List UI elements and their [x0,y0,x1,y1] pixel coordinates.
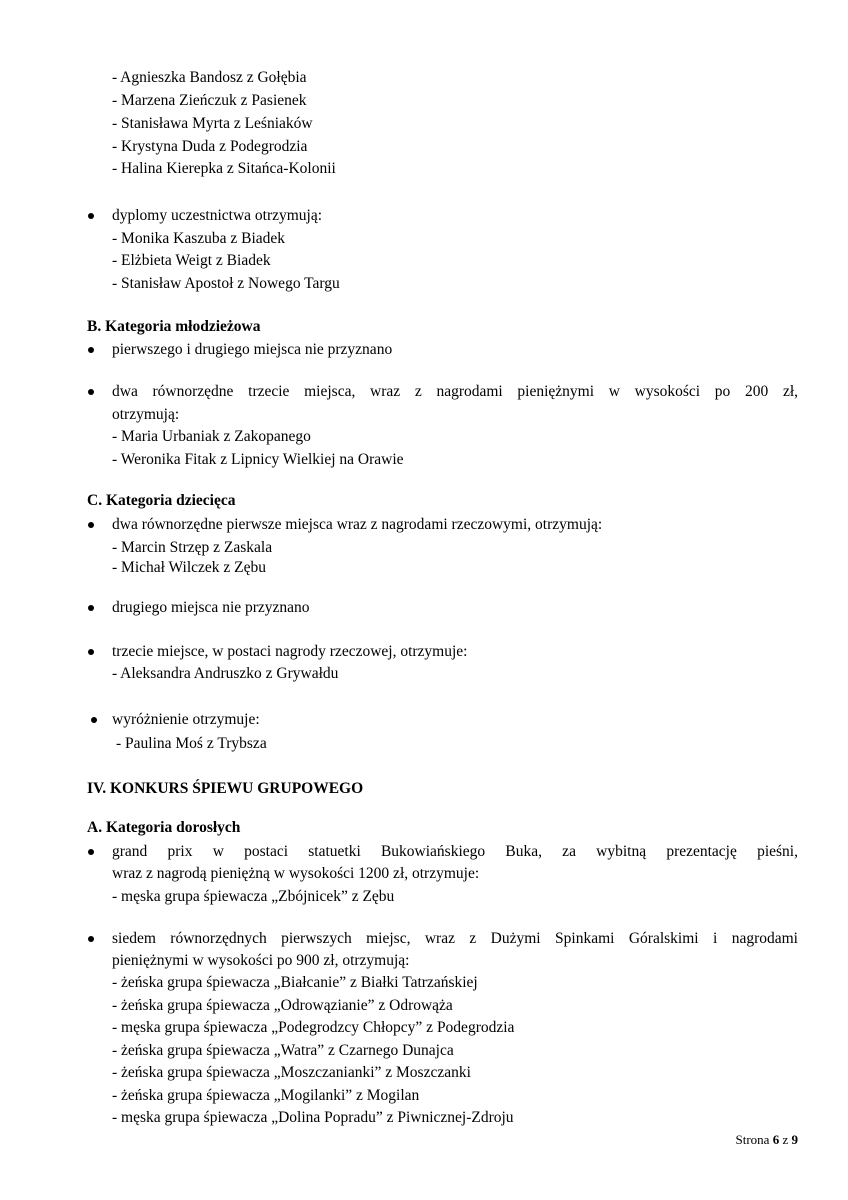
bullet-text: grand prix w postaci statuetki Bukowiańskiego Buka, za wybitną prezentację pieśni, [112,843,798,860]
bullet-icon [88,522,94,528]
list-item: - żeńska grupa śpiewacza „Moszczanianki” z Moszczanki [112,1064,471,1081]
category-b-heading: B. Kategoria młodzieżowa [87,318,261,335]
page-number-prefix: Strona [735,1132,773,1147]
list-item: - Monika Kaszuba z Biadek [112,230,286,247]
list-item: - żeńska grupa śpiewacza „Odrowązianie” z Odrowąża [112,997,453,1014]
list-item: - Stanisława Myrta z Leśniaków [112,115,313,132]
list-item: - Marcin Strzęp z Zaskala [112,539,273,556]
list-item: - Michał Wilczek z Zębu [112,559,267,576]
bullet-icon [88,347,94,353]
list-item: - żeńska grupa śpiewacza „Mogilanki” z Mogilan [112,1087,420,1104]
list-item: - żeńska grupa śpiewacza „Watra” z Czarnego Dunajca [112,1042,454,1059]
bullet-icon [88,605,94,611]
list-item: - Elżbieta Weigt z Biadek [112,252,271,269]
list-item: - Agnieszka Bandosz z Gołębia [112,69,307,86]
bullet-text: wyróżnienie otrzymuje: [112,711,260,728]
list-item: - Stanisław Apostoł z Nowego Targu [112,275,340,292]
page-number [716,1132,798,1148]
section-heading: IV. KONKURS ŚPIEWU GRUPOWEGO [87,780,364,797]
bullet-icon [88,849,94,855]
list-item: - Halina Kierepka z Sitańca-Kolonii [112,160,336,177]
bullet-icon [88,649,94,655]
bullet-text: otrzymują: [112,406,180,423]
bullet-text: trzecie miejsce, w postaci nagrody rzeczowej, otrzymuje: [112,643,468,660]
list-item: - Maria Urbaniak z Zakopanego [112,428,311,445]
bullet-text: dwa równorzędne trzecie miejsca, wraz z nagrodami pieniężnymi w wysokości po 200 zł, [112,383,798,400]
bullet-icon [88,389,94,395]
list-item: - żeńska grupa śpiewacza „Białcanie” z Białki Tatrzańskiej [112,974,478,991]
page-number-total: 9 [791,1132,798,1147]
bullet-text: pierwszego i drugiego miejsca nie przyznano [112,341,393,358]
bullet-text: siedem równorzędnych pierwszych miejsc, wraz z Dużymi Spinkami Góralskimi i nagrodami [112,930,798,947]
dyplomy-title: dyplomy uczestnictwa otrzymują: [112,207,323,224]
list-item: - Weronika Fitak z Lipnicy Wielkiej na Orawie [112,451,404,468]
list-item: - Paulina Moś z Trybsza [116,735,267,752]
bullet-icon [91,717,97,723]
list-item: - Marzena Zieńczuk z Pasienek [112,92,307,109]
list-item: - męska grupa śpiewacza „Podegrodzcy Chłopcy” z Podegrodzia [112,1019,515,1036]
bullet-text: dwa równorzędne pierwsze miejsca wraz z nagrodami rzeczowymi, otrzymują: [112,516,603,533]
list-item: - męska grupa śpiewacza „Zbójnicek” z Zębu [112,888,395,905]
page-number-separator: z [779,1132,792,1147]
category-c-heading: C. Kategoria dziecięca [87,492,236,509]
bullet-icon [88,936,94,942]
bullet-text: drugiego miejsca nie przyznano [112,599,310,616]
list-item: - męska grupa śpiewacza „Dolina Popradu” z Piwnicznej-Zdroju [112,1109,514,1126]
bullet-text: pieniężnymi w wysokości po 900 zł, otrzymują: [112,952,410,969]
category-a-heading: A. Kategoria dorosłych [87,819,241,836]
page-number-current: 6 [772,1132,780,1147]
list-item: - Aleksandra Andruszko z Grywałdu [112,665,339,682]
bullet-icon [88,213,94,219]
list-item: - Krystyna Duda z Podegrodzia [112,138,308,155]
bullet-text: wraz z nagrodą pieniężną w wysokości 1200 zł, otrzymuje: [112,865,480,882]
